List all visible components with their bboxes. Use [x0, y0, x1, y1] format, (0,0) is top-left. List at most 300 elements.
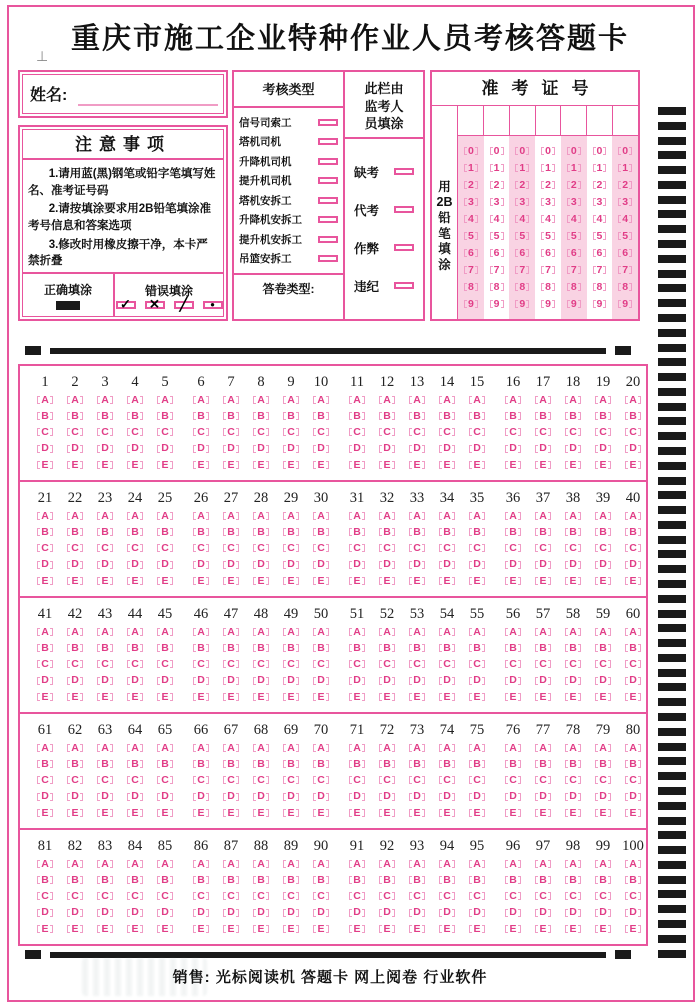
answer-bubble-q85-C[interactable] — [157, 888, 173, 904]
answer-bubble-q18-E[interactable] — [565, 457, 580, 473]
answer-bubble-q12-E[interactable] — [379, 457, 394, 473]
digit-bubble-6[interactable] — [541, 248, 555, 259]
answer-bubble-q60-B[interactable] — [625, 640, 641, 656]
digit-bubble-1[interactable] — [567, 163, 581, 174]
answer-bubble-q18-A[interactable] — [565, 392, 581, 408]
answer-bubble-q38-D[interactable] — [565, 557, 581, 573]
answer-bubble-q98-A[interactable] — [565, 856, 581, 872]
answer-bubble-q71-D[interactable] — [349, 789, 365, 805]
answer-bubble-q61-B[interactable] — [37, 756, 53, 772]
answer-bubble-q3-E[interactable] — [97, 457, 112, 473]
answer-bubble-q97-C[interactable] — [535, 888, 551, 904]
answer-bubble-q7-C[interactable] — [223, 424, 239, 440]
answer-bubble-q89-A[interactable] — [283, 856, 299, 872]
answer-bubble-q36-D[interactable] — [505, 557, 521, 573]
answer-bubble-q28-B[interactable] — [253, 524, 269, 540]
answer-bubble-q19-B[interactable] — [595, 408, 611, 424]
answer-bubble-q35-C[interactable] — [469, 540, 485, 556]
answer-bubble-q31-C[interactable] — [349, 540, 365, 556]
answer-bubble-q27-B[interactable] — [223, 524, 239, 540]
answer-bubble-q69-D[interactable] — [283, 789, 299, 805]
answer-bubble-q52-B[interactable] — [379, 640, 395, 656]
answer-bubble-q29-C[interactable] — [283, 540, 299, 556]
answer-bubble-q7-E[interactable] — [223, 457, 238, 473]
answer-bubble-q4-E[interactable] — [127, 457, 142, 473]
digit-bubble-2[interactable] — [464, 180, 478, 191]
answer-bubble-q73-E[interactable] — [409, 805, 424, 821]
answer-bubble-q65-C[interactable] — [157, 772, 173, 788]
answer-bubble-q82-B[interactable] — [67, 872, 83, 888]
answer-bubble-q21-E[interactable] — [37, 573, 52, 589]
answer-bubble-q84-E[interactable] — [127, 921, 142, 937]
answer-bubble-q74-B[interactable] — [439, 756, 455, 772]
answer-bubble-q71-A[interactable] — [349, 740, 365, 756]
answer-bubble-q14-E[interactable] — [439, 457, 454, 473]
answer-bubble-q9-A[interactable] — [283, 392, 299, 408]
answer-bubble-q45-B[interactable] — [157, 640, 173, 656]
answer-bubble-q85-D[interactable] — [157, 905, 173, 921]
answer-bubble-q27-A[interactable] — [223, 508, 239, 524]
answer-bubble-q17-B[interactable] — [535, 408, 551, 424]
answer-bubble-q67-C[interactable] — [223, 772, 239, 788]
digit-bubble-7[interactable] — [593, 265, 607, 276]
answer-bubble-q68-A[interactable] — [253, 740, 269, 756]
answer-bubble-q95-D[interactable] — [469, 905, 485, 921]
answer-bubble-q12-A[interactable] — [379, 392, 395, 408]
answer-bubble-q96-E[interactable] — [505, 921, 520, 937]
digit-bubble-1[interactable] — [541, 163, 555, 174]
answer-bubble-q43-A[interactable] — [97, 624, 113, 640]
answer-bubble-q53-A[interactable] — [409, 624, 425, 640]
answer-bubble-q86-D[interactable] — [193, 905, 209, 921]
answer-bubble-q67-D[interactable] — [223, 789, 239, 805]
answer-bubble-q20-C[interactable] — [625, 424, 641, 440]
answer-bubble-q51-C[interactable] — [349, 656, 365, 672]
exam-type-bubble[interactable] — [318, 177, 338, 184]
answer-bubble-q65-D[interactable] — [157, 789, 173, 805]
answer-bubble-q58-B[interactable] — [565, 640, 581, 656]
answer-bubble-q83-D[interactable] — [97, 905, 113, 921]
digit-bubble-5[interactable] — [490, 231, 504, 242]
answer-bubble-q25-E[interactable] — [157, 573, 172, 589]
answer-bubble-q9-E[interactable] — [283, 457, 298, 473]
answer-bubble-q80-E[interactable] — [625, 805, 640, 821]
answer-bubble-q60-D[interactable] — [625, 673, 641, 689]
answer-bubble-q22-C[interactable] — [67, 540, 83, 556]
digit-bubble-5[interactable] — [541, 231, 555, 242]
answer-bubble-q35-E[interactable] — [469, 573, 484, 589]
exam-type-bubble[interactable] — [318, 138, 338, 145]
answer-bubble-q17-C[interactable] — [535, 424, 551, 440]
answer-bubble-q82-D[interactable] — [67, 905, 83, 921]
answer-bubble-q88-A[interactable] — [253, 856, 269, 872]
answer-bubble-q29-D[interactable] — [283, 557, 299, 573]
answer-bubble-q23-A[interactable] — [97, 508, 113, 524]
answer-bubble-q76-C[interactable] — [505, 772, 521, 788]
answer-bubble-q4-D[interactable] — [127, 441, 143, 457]
answer-bubble-q70-C[interactable] — [313, 772, 329, 788]
answer-bubble-q85-A[interactable] — [157, 856, 173, 872]
digit-bubble-9[interactable] — [593, 299, 607, 310]
digit-bubble-4[interactable] — [541, 214, 555, 225]
answer-bubble-q72-E[interactable] — [379, 805, 394, 821]
answer-bubble-q76-D[interactable] — [505, 789, 521, 805]
digit-bubble-5[interactable] — [464, 231, 478, 242]
answer-bubble-q52-D[interactable] — [379, 673, 395, 689]
answer-bubble-q31-D[interactable] — [349, 557, 365, 573]
digit-bubble-7[interactable] — [541, 265, 555, 276]
answer-bubble-q40-E[interactable] — [625, 573, 640, 589]
answer-bubble-q40-D[interactable] — [625, 557, 641, 573]
answer-bubble-q31-A[interactable] — [349, 508, 365, 524]
answer-bubble-q9-C[interactable] — [283, 424, 299, 440]
answer-bubble-q16-B[interactable] — [505, 408, 521, 424]
answer-bubble-q86-B[interactable] — [193, 872, 209, 888]
answer-bubble-q24-B[interactable] — [127, 524, 143, 540]
answer-bubble-q37-E[interactable] — [535, 573, 550, 589]
answer-bubble-q69-B[interactable] — [283, 756, 299, 772]
admission-write-cell[interactable] — [561, 106, 587, 135]
answer-bubble-q36-B[interactable] — [505, 524, 521, 540]
answer-bubble-q75-A[interactable] — [469, 740, 485, 756]
answer-bubble-q1-B[interactable] — [37, 408, 53, 424]
answer-bubble-q85-E[interactable] — [157, 921, 172, 937]
digit-bubble-7[interactable] — [567, 265, 581, 276]
digit-bubble-2[interactable] — [567, 180, 581, 191]
answer-bubble-q30-B[interactable] — [313, 524, 329, 540]
digit-bubble-0[interactable] — [464, 146, 478, 157]
digit-bubble-9[interactable] — [567, 299, 581, 310]
answer-bubble-q76-E[interactable] — [505, 805, 520, 821]
answer-bubble-q15-A[interactable] — [469, 392, 485, 408]
answer-bubble-q37-B[interactable] — [535, 524, 551, 540]
answer-bubble-q33-A[interactable] — [409, 508, 425, 524]
answer-bubble-q72-B[interactable] — [379, 756, 395, 772]
answer-bubble-q100-E[interactable] — [625, 921, 640, 937]
answer-bubble-q44-B[interactable] — [127, 640, 143, 656]
answer-bubble-q32-E[interactable] — [379, 573, 394, 589]
answer-bubble-q66-B[interactable] — [193, 756, 209, 772]
answer-bubble-q98-B[interactable] — [565, 872, 581, 888]
answer-bubble-q65-A[interactable] — [157, 740, 173, 756]
digit-bubble-1[interactable] — [464, 163, 478, 174]
digit-bubble-6[interactable] — [464, 248, 478, 259]
answer-bubble-q23-E[interactable] — [97, 573, 112, 589]
answer-bubble-q70-B[interactable] — [313, 756, 329, 772]
answer-bubble-q93-A[interactable] — [409, 856, 425, 872]
answer-bubble-q24-C[interactable] — [127, 540, 143, 556]
answer-bubble-q53-C[interactable] — [409, 656, 425, 672]
digit-bubble-1[interactable] — [490, 163, 504, 174]
digit-bubble-8[interactable] — [593, 282, 607, 293]
answer-bubble-q81-B[interactable] — [37, 872, 53, 888]
answer-bubble-q19-C[interactable] — [595, 424, 611, 440]
answer-bubble-q26-A[interactable] — [193, 508, 209, 524]
answer-bubble-q97-B[interactable] — [535, 872, 551, 888]
answer-bubble-q93-C[interactable] — [409, 888, 425, 904]
answer-bubble-q14-D[interactable] — [439, 441, 455, 457]
answer-bubble-q59-E[interactable] — [595, 689, 610, 705]
answer-bubble-q16-E[interactable] — [505, 457, 520, 473]
answer-bubble-q62-B[interactable] — [67, 756, 83, 772]
answer-bubble-q17-E[interactable] — [535, 457, 550, 473]
answer-bubble-q52-E[interactable] — [379, 689, 394, 705]
answer-bubble-q35-A[interactable] — [469, 508, 485, 524]
answer-bubble-q71-B[interactable] — [349, 756, 365, 772]
answer-bubble-q79-D[interactable] — [595, 789, 611, 805]
answer-bubble-q10-A[interactable] — [313, 392, 329, 408]
answer-bubble-q72-C[interactable] — [379, 772, 395, 788]
answer-bubble-q28-A[interactable] — [253, 508, 269, 524]
answer-bubble-q83-A[interactable] — [97, 856, 113, 872]
digit-bubble-3[interactable] — [567, 197, 581, 208]
answer-bubble-q53-E[interactable] — [409, 689, 424, 705]
answer-bubble-q57-C[interactable] — [535, 656, 551, 672]
answer-bubble-q90-C[interactable] — [313, 888, 329, 904]
answer-bubble-q77-A[interactable] — [535, 740, 551, 756]
answer-bubble-q20-B[interactable] — [625, 408, 641, 424]
answer-bubble-q57-B[interactable] — [535, 640, 551, 656]
answer-bubble-q13-D[interactable] — [409, 441, 425, 457]
answer-bubble-q48-B[interactable] — [253, 640, 269, 656]
answer-bubble-q23-B[interactable] — [97, 524, 113, 540]
exam-type-bubble[interactable] — [318, 216, 338, 223]
answer-bubble-q26-D[interactable] — [193, 557, 209, 573]
digit-bubble-7[interactable] — [464, 265, 478, 276]
answer-bubble-q38-A[interactable] — [565, 508, 581, 524]
invigilator-bubble[interactable] — [394, 282, 414, 289]
answer-bubble-q24-A[interactable] — [127, 508, 143, 524]
answer-bubble-q29-A[interactable] — [283, 508, 299, 524]
answer-bubble-q42-D[interactable] — [67, 673, 83, 689]
answer-bubble-q79-E[interactable] — [595, 805, 610, 821]
answer-bubble-q81-A[interactable] — [37, 856, 53, 872]
answer-bubble-q54-A[interactable] — [439, 624, 455, 640]
answer-bubble-q50-C[interactable] — [313, 656, 329, 672]
digit-bubble-0[interactable] — [593, 146, 607, 157]
answer-bubble-q58-E[interactable] — [565, 689, 580, 705]
answer-bubble-q28-E[interactable] — [253, 573, 268, 589]
answer-bubble-q5-C[interactable] — [157, 424, 173, 440]
answer-bubble-q54-C[interactable] — [439, 656, 455, 672]
answer-bubble-q89-E[interactable] — [283, 921, 298, 937]
answer-bubble-q41-C[interactable] — [37, 656, 53, 672]
answer-bubble-q13-B[interactable] — [409, 408, 425, 424]
answer-bubble-q86-A[interactable] — [193, 856, 209, 872]
answer-bubble-q60-E[interactable] — [625, 689, 640, 705]
digit-bubble-2[interactable] — [593, 180, 607, 191]
digit-bubble-8[interactable] — [567, 282, 581, 293]
answer-bubble-q64-B[interactable] — [127, 756, 143, 772]
digit-bubble-1[interactable] — [618, 163, 632, 174]
answer-bubble-q92-A[interactable] — [379, 856, 395, 872]
answer-bubble-q2-D[interactable] — [67, 441, 83, 457]
answer-bubble-q85-B[interactable] — [157, 872, 173, 888]
answer-bubble-q38-B[interactable] — [565, 524, 581, 540]
answer-bubble-q13-A[interactable] — [409, 392, 425, 408]
answer-bubble-q90-E[interactable] — [313, 921, 328, 937]
answer-bubble-q77-E[interactable] — [535, 805, 550, 821]
answer-bubble-q50-A[interactable] — [313, 624, 329, 640]
answer-bubble-q90-D[interactable] — [313, 905, 329, 921]
answer-bubble-q36-C[interactable] — [505, 540, 521, 556]
answer-bubble-q95-A[interactable] — [469, 856, 485, 872]
answer-bubble-q49-A[interactable] — [283, 624, 299, 640]
exam-type-bubble[interactable] — [318, 255, 338, 262]
answer-bubble-q25-D[interactable] — [157, 557, 173, 573]
answer-bubble-q49-C[interactable] — [283, 656, 299, 672]
answer-bubble-q48-C[interactable] — [253, 656, 269, 672]
answer-bubble-q67-B[interactable] — [223, 756, 239, 772]
digit-bubble-1[interactable] — [515, 163, 529, 174]
answer-bubble-q27-C[interactable] — [223, 540, 239, 556]
answer-bubble-q98-D[interactable] — [565, 905, 581, 921]
answer-bubble-q54-B[interactable] — [439, 640, 455, 656]
digit-bubble-3[interactable] — [515, 197, 529, 208]
answer-bubble-q73-B[interactable] — [409, 756, 425, 772]
answer-bubble-q51-E[interactable] — [349, 689, 364, 705]
answer-bubble-q25-B[interactable] — [157, 524, 173, 540]
answer-bubble-q47-C[interactable] — [223, 656, 239, 672]
answer-bubble-q34-B[interactable] — [439, 524, 455, 540]
answer-bubble-q46-A[interactable] — [193, 624, 209, 640]
answer-bubble-q76-A[interactable] — [505, 740, 521, 756]
digit-bubble-2[interactable] — [618, 180, 632, 191]
answer-bubble-q21-B[interactable] — [37, 524, 53, 540]
answer-bubble-q34-D[interactable] — [439, 557, 455, 573]
digit-bubble-2[interactable] — [541, 180, 555, 191]
answer-bubble-q44-E[interactable] — [127, 689, 142, 705]
answer-bubble-q78-D[interactable] — [565, 789, 581, 805]
invigilator-bubble[interactable] — [394, 244, 414, 251]
answer-bubble-q17-A[interactable] — [535, 392, 551, 408]
answer-bubble-q93-D[interactable] — [409, 905, 425, 921]
answer-bubble-q74-C[interactable] — [439, 772, 455, 788]
digit-bubble-0[interactable] — [541, 146, 555, 157]
answer-bubble-q14-A[interactable] — [439, 392, 455, 408]
answer-bubble-q3-D[interactable] — [97, 441, 113, 457]
answer-bubble-q82-C[interactable] — [67, 888, 83, 904]
answer-bubble-q98-C[interactable] — [565, 888, 581, 904]
answer-bubble-q95-B[interactable] — [469, 872, 485, 888]
answer-bubble-q48-D[interactable] — [253, 673, 269, 689]
answer-bubble-q9-B[interactable] — [283, 408, 299, 424]
answer-bubble-q11-E[interactable] — [349, 457, 364, 473]
answer-bubble-q50-D[interactable] — [313, 673, 329, 689]
digit-bubble-4[interactable] — [515, 214, 529, 225]
answer-bubble-q56-E[interactable] — [505, 689, 520, 705]
answer-bubble-q95-E[interactable] — [469, 921, 484, 937]
answer-bubble-q77-D[interactable] — [535, 789, 551, 805]
answer-bubble-q77-C[interactable] — [535, 772, 551, 788]
answer-bubble-q95-C[interactable] — [469, 888, 485, 904]
answer-bubble-q45-D[interactable] — [157, 673, 173, 689]
digit-bubble-9[interactable] — [464, 299, 478, 310]
answer-bubble-q23-D[interactable] — [97, 557, 113, 573]
answer-bubble-q11-C[interactable] — [349, 424, 365, 440]
answer-bubble-q71-E[interactable] — [349, 805, 364, 821]
answer-bubble-q56-B[interactable] — [505, 640, 521, 656]
answer-bubble-q46-B[interactable] — [193, 640, 209, 656]
digit-bubble-0[interactable] — [567, 146, 581, 157]
answer-bubble-q24-D[interactable] — [127, 557, 143, 573]
digit-bubble-3[interactable] — [490, 197, 504, 208]
answer-bubble-q83-E[interactable] — [97, 921, 112, 937]
answer-bubble-q47-A[interactable] — [223, 624, 239, 640]
answer-bubble-q46-D[interactable] — [193, 673, 209, 689]
answer-bubble-q52-A[interactable] — [379, 624, 395, 640]
answer-bubble-q7-A[interactable] — [223, 392, 239, 408]
answer-bubble-q16-A[interactable] — [505, 392, 521, 408]
answer-bubble-q94-B[interactable] — [439, 872, 455, 888]
answer-bubble-q56-D[interactable] — [505, 673, 521, 689]
answer-bubble-q25-A[interactable] — [157, 508, 173, 524]
answer-bubble-q56-C[interactable] — [505, 656, 521, 672]
answer-bubble-q32-C[interactable] — [379, 540, 395, 556]
answer-bubble-q100-A[interactable] — [625, 856, 641, 872]
answer-bubble-q78-A[interactable] — [565, 740, 581, 756]
answer-bubble-q67-E[interactable] — [223, 805, 238, 821]
exam-type-bubble[interactable] — [318, 197, 338, 204]
digit-bubble-8[interactable] — [464, 282, 478, 293]
answer-bubble-q37-C[interactable] — [535, 540, 551, 556]
answer-bubble-q55-C[interactable] — [469, 656, 485, 672]
answer-bubble-q40-C[interactable] — [625, 540, 641, 556]
answer-bubble-q2-A[interactable] — [67, 392, 83, 408]
digit-bubble-4[interactable] — [567, 214, 581, 225]
digit-bubble-6[interactable] — [593, 248, 607, 259]
answer-bubble-q92-C[interactable] — [379, 888, 395, 904]
answer-bubble-q93-E[interactable] — [409, 921, 424, 937]
digit-bubble-6[interactable] — [567, 248, 581, 259]
answer-bubble-q18-C[interactable] — [565, 424, 581, 440]
answer-bubble-q72-A[interactable] — [379, 740, 395, 756]
answer-bubble-q40-B[interactable] — [625, 524, 641, 540]
answer-bubble-q61-E[interactable] — [37, 805, 52, 821]
answer-bubble-q20-A[interactable] — [625, 392, 641, 408]
answer-bubble-q94-C[interactable] — [439, 888, 455, 904]
answer-bubble-q50-E[interactable] — [313, 689, 328, 705]
answer-bubble-q20-E[interactable] — [625, 457, 640, 473]
answer-bubble-q21-D[interactable] — [37, 557, 53, 573]
answer-bubble-q33-D[interactable] — [409, 557, 425, 573]
answer-bubble-q51-D[interactable] — [349, 673, 365, 689]
digit-bubble-9[interactable] — [618, 299, 632, 310]
answer-bubble-q39-D[interactable] — [595, 557, 611, 573]
answer-bubble-q6-C[interactable] — [193, 424, 209, 440]
answer-bubble-q10-B[interactable] — [313, 408, 329, 424]
answer-bubble-q91-B[interactable] — [349, 872, 365, 888]
answer-bubble-q68-E[interactable] — [253, 805, 268, 821]
answer-bubble-q29-E[interactable] — [283, 573, 298, 589]
answer-bubble-q80-C[interactable] — [625, 772, 641, 788]
answer-bubble-q80-A[interactable] — [625, 740, 641, 756]
answer-bubble-q19-A[interactable] — [595, 392, 611, 408]
answer-bubble-q17-D[interactable] — [535, 441, 551, 457]
answer-bubble-q18-B[interactable] — [565, 408, 581, 424]
answer-bubble-q57-E[interactable] — [535, 689, 550, 705]
answer-bubble-q91-D[interactable] — [349, 905, 365, 921]
answer-bubble-q81-E[interactable] — [37, 921, 52, 937]
answer-bubble-q72-D[interactable] — [379, 789, 395, 805]
answer-bubble-q55-D[interactable] — [469, 673, 485, 689]
answer-bubble-q8-B[interactable] — [253, 408, 269, 424]
digit-bubble-7[interactable] — [618, 265, 632, 276]
admission-write-cell[interactable] — [458, 106, 484, 135]
answer-bubble-q42-C[interactable] — [67, 656, 83, 672]
answer-bubble-q64-A[interactable] — [127, 740, 143, 756]
answer-bubble-q56-A[interactable] — [505, 624, 521, 640]
